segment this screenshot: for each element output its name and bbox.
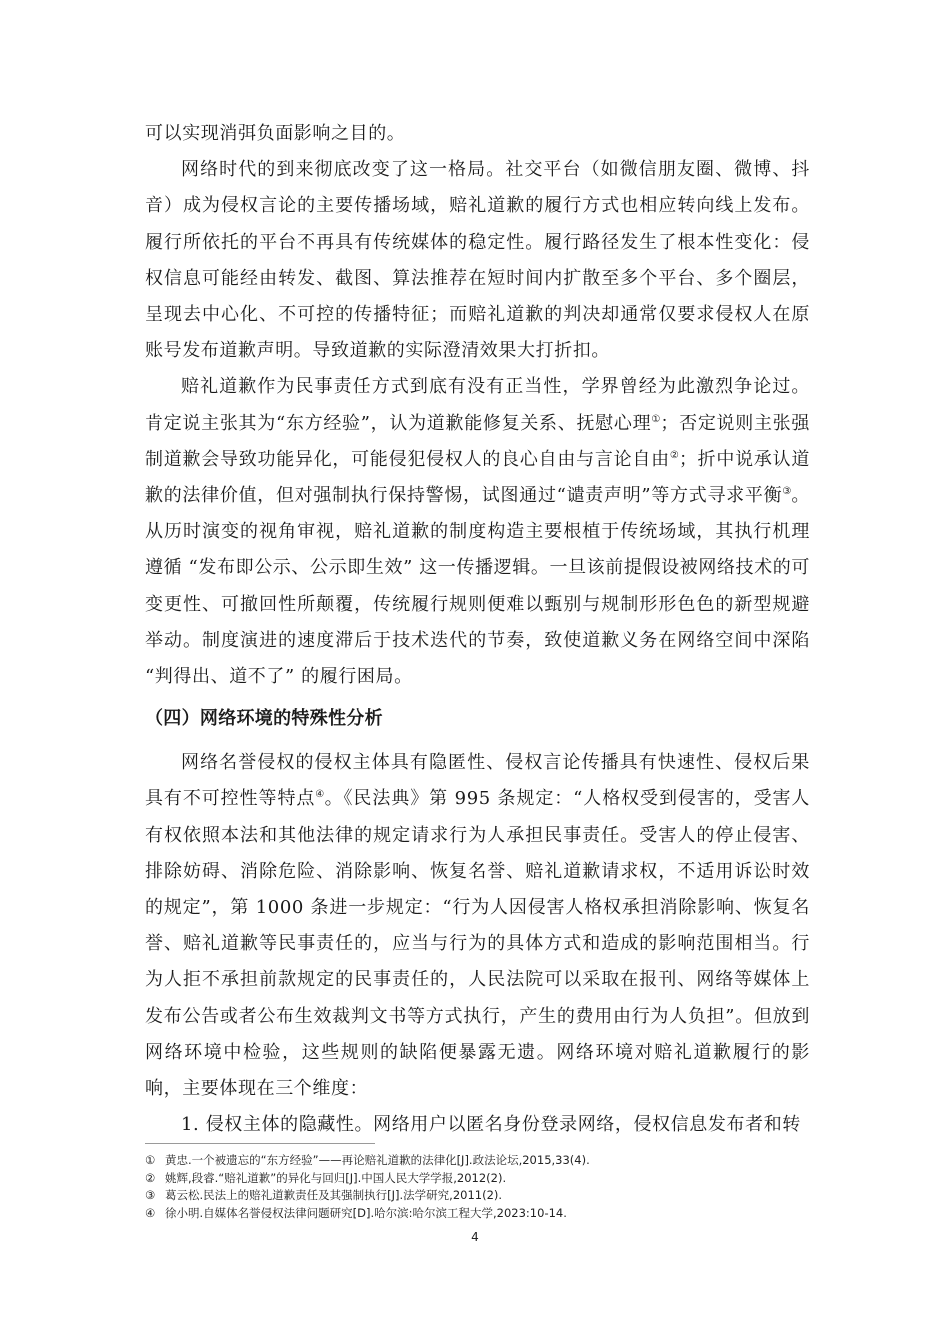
footnote-ref-2[interactable]: ② [669,449,679,461]
section-heading: （四）网络环境的特殊性分析 [145,708,383,730]
footnote-text: 徐小明.自媒体名誉侵权法律问题研究[D].哈尔滨:哈尔滨工程大学,2023:10-14. [165,1205,567,1220]
paragraph-continuation: 可以实现消弭负面影响之目的。 [145,123,406,144]
footnote-mark: ① [145,1153,156,1167]
footnote-mark: ④ [145,1205,156,1220]
page-number: 4 [471,1230,479,1244]
text-span: 。从历时演变的视角审视，赔礼道歉的制度构造主要根植于传统场域，其执行机理遵循 “发布即公示、公示即生效” 这一传播逻辑。一旦该前提假设被网络技术的可变更性、可撤回性所颠覆，传统履行规则便难以甄别与规制形形色色的新型规避举动。制度演进的速度滞后于技术迭代的节奏，致使道歉义务在网络空间中深陷 “判得出、道不了” 的履行困局。 [145,485,810,688]
footnote-item [145,1205,825,1223]
footnotes [145,1152,825,1222]
footnote-text: 姚辉,段睿.“赔礼道歉”的异化与回归[J].中国人民大学学报,2012(2). [165,1170,507,1185]
paragraph-list-item-1: 1. 侵权主体的隐藏性。网络用户以匿名身份登录网络，侵权信息发布者和转 [181,1114,801,1136]
paragraph-legitimacy-debate [145,369,810,695]
footnote-mark: ③ [145,1188,156,1202]
paragraph-network-era: 网络时代的到来彻底改变了这一格局。社交平台（如微信朋友圈、微博、抖音）成为侵权言论的主要传播场域，赔礼道歉的履行方式也相应转向线上发布。履行所依托的平台不再具有传统媒体的稳定性。履行路径发生了根本性变化：侵权信息可能经由转发、截图、算法推荐在短时间内扩散至多个平台、多个圈层，呈现去中心化、不可控的传播特征；而赔礼道歉的判决却通常仅要求侵权人在原账号发布道歉声明。导致道歉的实际澄清效果大打折扣。 [145,159,810,362]
text-span: 。《民法典》第 995 条规定：“人格权受到侵害的，受害人有权依照本法和其他法律的规定请求行为人承担民事责任。受害人的停止侵害、排除妨碍、消除危险、消除影响、恢复名誉、赔礼道歉请求权，不适用诉讼时效的规定”，第 1000 条进一步规定：“行为人因侵害人格权承担消除影响、恢复名誉、赔礼道歉等民事责任的，应当与行为的具体方式和造成的影响范围相当。行为人拒不承担前款规定的民事责任的，人民法院可以采取在报刊、网络等媒体上发布公告或者公布生效裁判文书等方式执行，产生的费用由行为人负担”。但放到网络环境中检验，这些规则的缺陷便暴露无遗。网络环境对赔礼道歉履行的影响，主要体现在三个维度： [145,788,811,1100]
footnote-item [145,1187,825,1205]
text-span: ；折中说承认道歉的法律价值，但对强制执行保持警惕，试图通过“谴责声明”等方式寻求平衡 [145,448,810,507]
footnote-ref-4[interactable]: ④ [315,789,325,801]
footnote-text: 葛云松.民法上的赔礼道歉责任及其强制执行[J].法学研究,2011(2). [165,1188,503,1202]
text-span: ；否定说则主张强制道歉会导致功能异化，可能侵犯侵权人的良心自由与言论自由 [145,412,810,470]
text-span: 网络名誉侵权的侵权主体具有隐匿性、侵权言论传播具有快速性、侵权后果具有不可控性等特点 [145,752,810,810]
footnote-text: 黄忠.一个被遗忘的“东方经验”——再论赔礼道歉的法律化[J].政法论坛,2015,33(4). [165,1153,590,1167]
footnote-item [145,1170,825,1188]
body-text [145,116,810,1143]
footnote-ref-1[interactable]: ① [651,413,661,425]
footnote-separator [145,1143,375,1144]
text-span: 赔礼道歉作为民事责任方式到底有没有正当性，学界曾经为此激烈争论过。肯定说主张其为“东方经验”，认为道歉能修复关系、抚慰心理 [145,376,810,434]
footnote-mark: ② [145,1170,156,1185]
footnote-ref-3[interactable]: ③ [782,486,792,498]
paragraph-network-features [145,745,810,1107]
footnote-item [145,1152,825,1170]
